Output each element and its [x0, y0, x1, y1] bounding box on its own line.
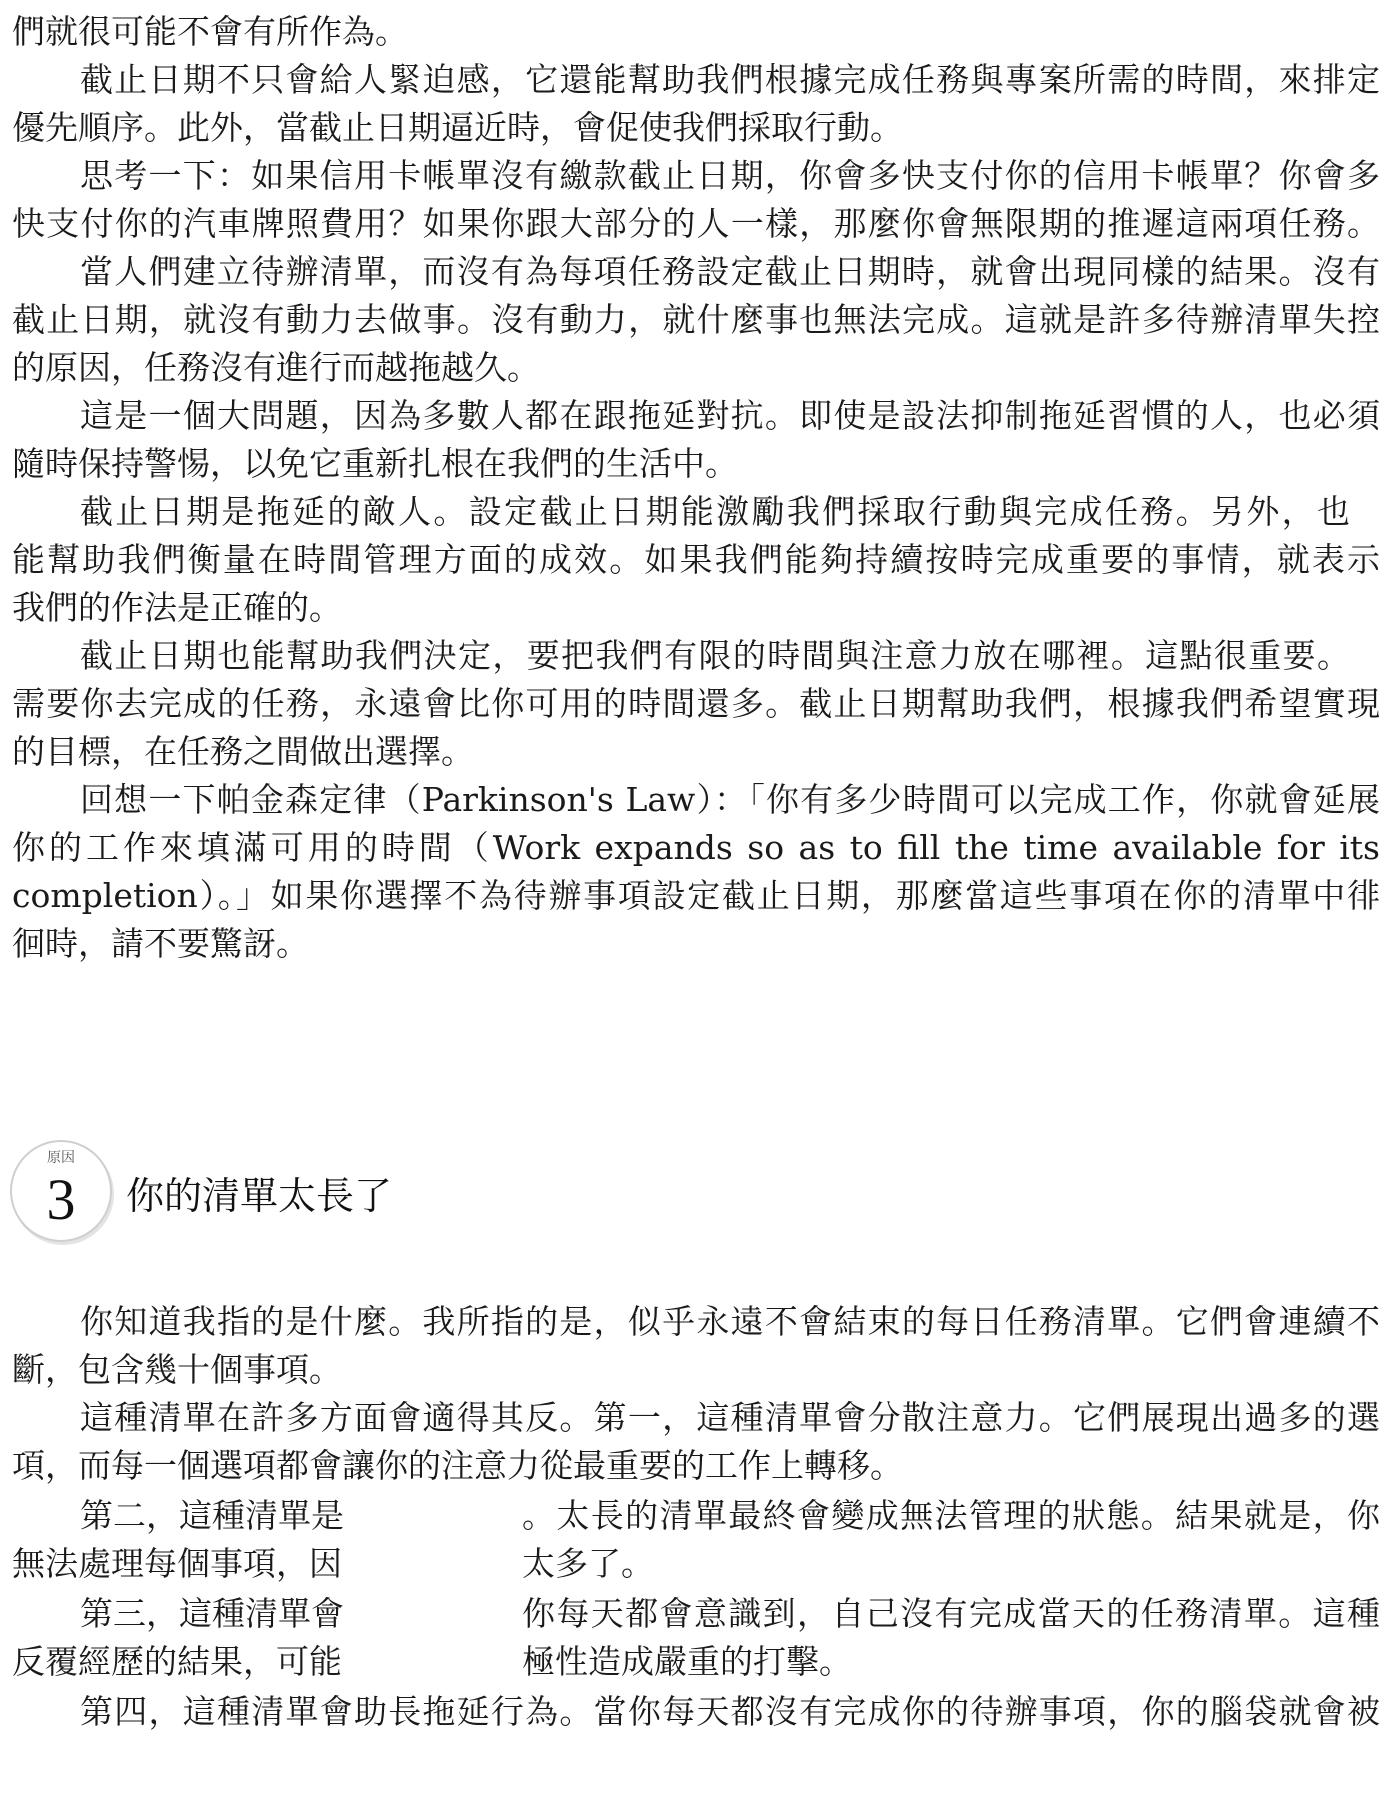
text-line: 截止日期也能幫助我們決定，要把我們有限的時間與注意力放在哪裡。這點很重要。 — [80, 636, 1350, 675]
text-fragment: 極性造成嚴重的打擊。 — [522, 1642, 852, 1681]
text-line: 們就很可能不會有所作為。 — [12, 12, 408, 51]
text-fragment: 第三，這種清單會 — [80, 1594, 344, 1633]
section-title: 你的清單太長了 — [126, 1174, 393, 1218]
text-line: 第四，這種清單會助長拖延行為。當你每天都沒有完成你的待辦事項，你的腦袋就會被 — [80, 1692, 1380, 1731]
text-line: 當人們建立待辦清單，而沒有為每項任務設定截止日期時，就會出現同樣的結果。沒有 — [80, 252, 1380, 291]
text-line: 思考一下：如果信用卡帳單沒有繳款截止日期，你會多快支付你的信用卡帳單？你會多 — [80, 156, 1380, 195]
text-line: completion）。」如果你選擇不為待辦事項設定截止日期，那麼當這些事項在你的清單中徘 — [12, 876, 1380, 915]
text-fragment: 無法處理每個事項，因 — [12, 1544, 342, 1583]
text-line: 需要你去完成的任務，永遠會比你可用的時間還多。截止日期幫助我們，根據我們希望實現 — [12, 684, 1380, 723]
badge-label: 原因 — [47, 1150, 75, 1166]
text-line: 截止日期，就沒有動力去做事。沒有動力，就什麼事也無法完成。這就是許多待辦清單失控 — [12, 300, 1380, 339]
text-line: 優先順序。此外，當截止日期逼近時，會促使我們採取行動。 — [12, 108, 903, 147]
text-line: 你知道我指的是什麼。我所指的是，似乎永遠不會結束的每日任務清單。它們會連續不 — [80, 1302, 1380, 1341]
text-line: 這是一個大問題，因為多數人都在跟拖延對抗。即使是設法抑制拖延習慣的人，也必須 — [80, 396, 1380, 435]
text-line: 我們的作法是正確的。 — [12, 588, 342, 627]
text-fragment: 第二，這種清單是 — [80, 1496, 344, 1535]
text-line: 的原因，任務沒有進行而越拖越久。 — [12, 348, 540, 387]
text-line: 隨時保持警惕，以免它重新扎根在我們的生活中。 — [12, 444, 738, 483]
text-line: 截止日期不只會給人緊迫感，它還能幫助我們根據完成任務與專案所需的時間，來排定 — [80, 60, 1380, 99]
text-line: 這種清單在許多方面會適得其反。第一，這種清單會分散注意力。它們展現出過多的選 — [80, 1398, 1380, 1437]
text-line: 快支付你的汽車牌照費用？如果你跟大部分的人一樣，那麼你會無限期的推遲這兩項任務。 — [12, 204, 1380, 243]
text-fragment: 。太長的清單最終會變成無法管理的狀態。結果就是，你 — [522, 1496, 1380, 1535]
text-line: 項，而每一個選項都會讓你的注意力從最重要的工作上轉移。 — [12, 1446, 903, 1485]
text-line: 截止日期是拖延的敵人。設定截止日期能激勵我們採取行動與完成任務。另外，也 — [80, 492, 1350, 531]
text-line: 你的工作來填滿可用的時間（Work expands so as to fill the time available for its — [12, 828, 1380, 867]
text-fragment: 反覆經歷的結果，可能 — [12, 1642, 342, 1681]
section-number-badge — [10, 1140, 112, 1242]
text-line: 的目標，在任務之間做出選擇。 — [12, 732, 474, 771]
text-line: 能幫助我們衡量在時間管理方面的成效。如果我們能夠持續按時完成重要的事情，就表示 — [12, 540, 1380, 579]
text-fragment: 太多了。 — [522, 1544, 654, 1583]
badge-number: 3 — [46, 1167, 76, 1232]
text-line: 回想一下帕金森定律（Parkinson's Law）：「你有多少時間可以完成工作，你就會延展 — [80, 780, 1380, 819]
text-fragment: 你每天都會意識到，自己沒有完成當天的任務清單。這種 — [522, 1594, 1380, 1633]
text-line: 斷，包含幾十個事項。 — [12, 1350, 342, 1389]
text-line: 徊時，請不要驚訝。 — [12, 924, 309, 963]
